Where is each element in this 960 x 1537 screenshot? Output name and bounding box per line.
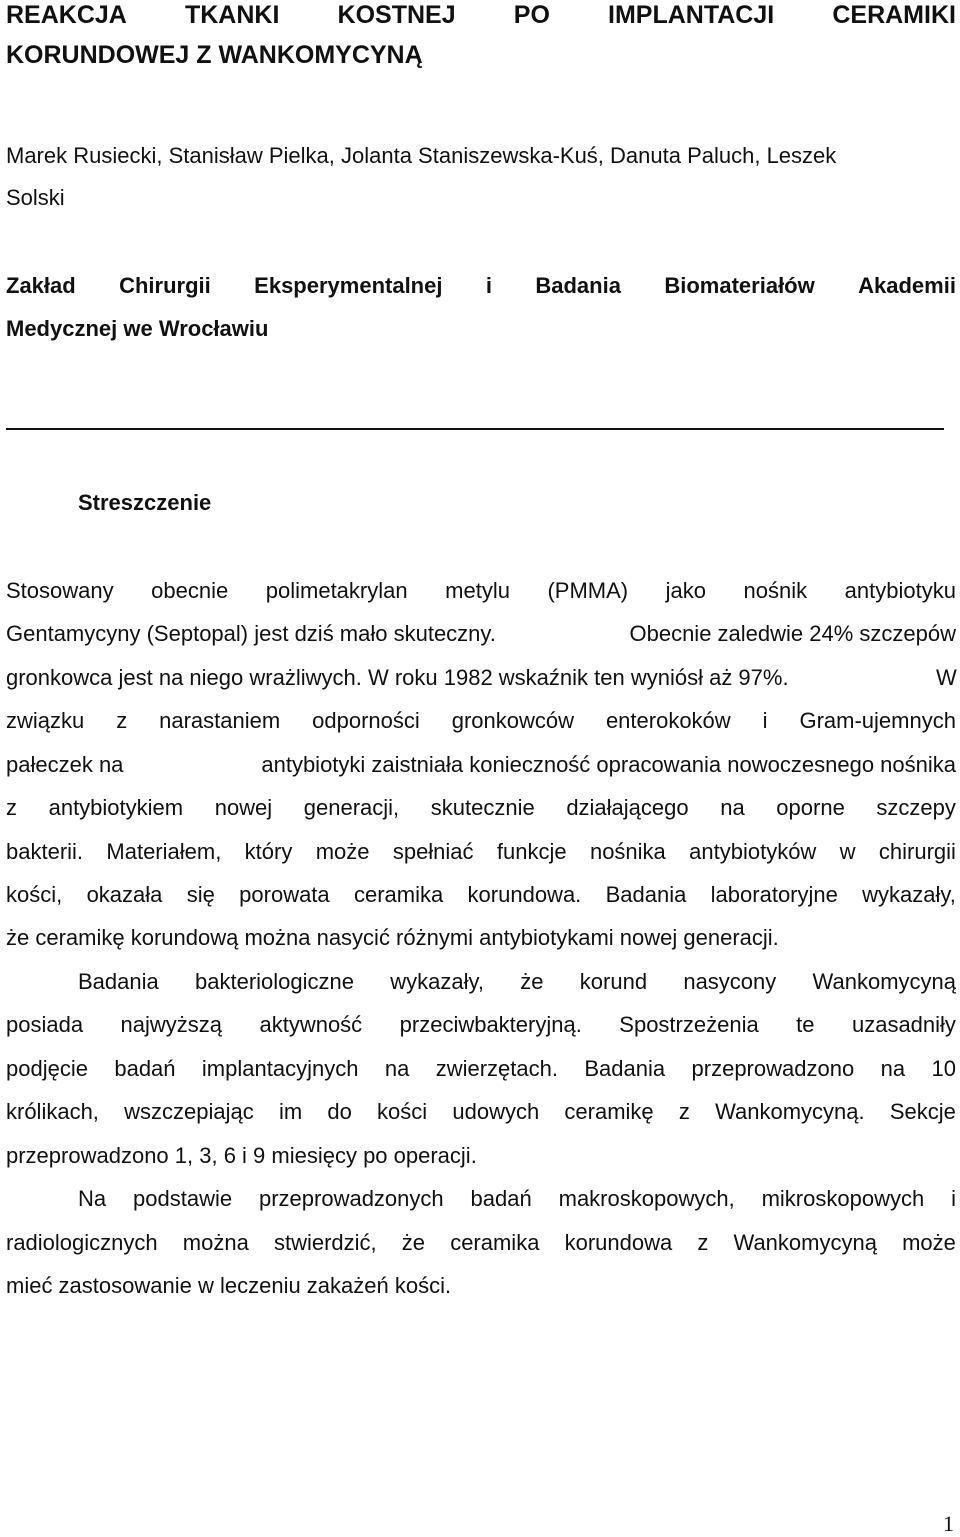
text-segment: Eksperymentalnej bbox=[254, 273, 443, 298]
text-segment: ceramika bbox=[450, 1230, 540, 1255]
text-segment: Na bbox=[78, 1186, 107, 1211]
text-segment: badań bbox=[470, 1186, 532, 1211]
text-segment: Obecnie zaledwie 24% szczepów bbox=[629, 621, 956, 646]
text-segment: bakterii. bbox=[6, 839, 84, 864]
text-segment: nośnika bbox=[589, 839, 666, 864]
text-segment: można bbox=[182, 1230, 249, 1255]
paragraph1-line bbox=[6, 578, 956, 604]
text-segment: radiologicznych bbox=[6, 1230, 158, 1255]
text-segment: pałeczek na bbox=[6, 752, 124, 777]
paragraph2-line bbox=[6, 1012, 956, 1038]
text-segment: CERAMIKI bbox=[832, 1, 956, 29]
text-segment: Badania bbox=[605, 882, 687, 907]
text-segment: Badania bbox=[584, 1056, 666, 1081]
paragraph2-line bbox=[6, 1143, 956, 1169]
text-segment: KOSTNEJ bbox=[337, 1, 456, 29]
text-segment: ceramika bbox=[353, 882, 444, 907]
text-segment: że bbox=[520, 969, 544, 994]
text-segment: im bbox=[278, 1099, 303, 1124]
text-segment: na bbox=[880, 1056, 906, 1081]
text-segment: metylu bbox=[445, 578, 510, 603]
paragraph1-line bbox=[936, 665, 957, 691]
text-segment: TKANKI bbox=[184, 1, 280, 29]
paragraph1-line bbox=[6, 708, 956, 734]
text-segment: obecnie bbox=[151, 578, 229, 603]
text-segment: implantacyjnych bbox=[201, 1056, 359, 1081]
text-segment: z bbox=[697, 1230, 709, 1255]
text-segment: przeciwbakteryjną. bbox=[399, 1012, 582, 1037]
page-number: 1 bbox=[943, 1511, 954, 1536]
text-segment: wszczepiając bbox=[124, 1099, 254, 1124]
paragraph2-line bbox=[6, 1056, 956, 1082]
text-segment: z bbox=[116, 708, 128, 733]
text-segment: z bbox=[678, 1099, 690, 1124]
text-segment: narastaniem bbox=[159, 708, 281, 733]
text-segment: z bbox=[6, 795, 17, 820]
text-segment: okazała bbox=[86, 882, 163, 907]
text-segment: Wankomycyną bbox=[733, 1230, 877, 1255]
paragraph1-line bbox=[6, 839, 956, 865]
text-segment: antybiotyki zaistniała konieczność opracowania nowoczesnego nośnika bbox=[261, 752, 956, 777]
paragraph1-line bbox=[6, 882, 956, 908]
text-segment: się bbox=[186, 882, 215, 907]
text-segment: polimetakrylan bbox=[265, 578, 408, 603]
text-segment: antybiotyków bbox=[689, 839, 817, 864]
text-segment: (PMMA) bbox=[547, 578, 629, 603]
text-segment: kości bbox=[377, 1099, 428, 1124]
text-segment: na bbox=[720, 795, 745, 820]
text-segment: Sekcje bbox=[889, 1099, 956, 1124]
text-segment: skutecznie bbox=[430, 795, 535, 820]
text-segment: Biomateriałów bbox=[664, 273, 815, 298]
paragraph1-line bbox=[6, 665, 789, 691]
text-segment: przeprowadzono bbox=[691, 1056, 855, 1081]
text-segment: gronkowca jest na niego wrażliwych. W roku 1982 wskaźnik ten wyniósł aż 97%. bbox=[6, 665, 789, 690]
text-segment: w bbox=[839, 839, 856, 864]
text-segment: makroskopowych, bbox=[558, 1186, 735, 1211]
text-segment: na bbox=[384, 1056, 410, 1081]
text-segment: i bbox=[762, 708, 768, 733]
text-segment: Chirurgii bbox=[119, 273, 211, 298]
text-segment: udowych bbox=[452, 1099, 540, 1124]
text-segment: odporności bbox=[312, 708, 420, 733]
text-segment: aktywność bbox=[259, 1012, 363, 1037]
text-segment: PO bbox=[513, 1, 550, 29]
text-segment: W bbox=[936, 665, 957, 690]
text-segment: przeprowadzonych bbox=[258, 1186, 444, 1211]
text-segment: najwyższą bbox=[120, 1012, 223, 1037]
paragraph3-line bbox=[78, 1186, 956, 1212]
text-segment: laboratoryjne bbox=[710, 882, 838, 907]
paragraph1-line bbox=[6, 795, 956, 821]
text-segment: korundowa bbox=[564, 1230, 673, 1255]
text-segment: zwierzętach. bbox=[435, 1056, 558, 1081]
text-segment: generacji, bbox=[303, 795, 400, 820]
text-segment: podstawie bbox=[133, 1186, 233, 1211]
text-segment: korund bbox=[579, 969, 648, 994]
text-segment: 10 bbox=[931, 1056, 956, 1081]
text-segment: mikroskopowych bbox=[761, 1186, 925, 1211]
text-segment: który bbox=[244, 839, 293, 864]
text-segment: spełniać bbox=[392, 839, 474, 864]
text-segment: może bbox=[902, 1230, 956, 1255]
text-segment: chirurgii bbox=[878, 839, 956, 864]
text-segment: i bbox=[485, 273, 492, 298]
text-segment: posiada bbox=[6, 1012, 84, 1037]
authors-line-2: Solski bbox=[6, 185, 65, 210]
text-segment: antybiotykiem bbox=[48, 795, 184, 820]
paragraph3-line bbox=[6, 1273, 956, 1299]
text-segment: działającego bbox=[566, 795, 689, 820]
text-segment: może bbox=[315, 839, 370, 864]
text-segment: wykazały, bbox=[862, 882, 956, 907]
text-segment: REAKCJA bbox=[6, 1, 127, 29]
text-segment: Materiałem, bbox=[106, 839, 222, 864]
text-segment: Spostrzeżenia bbox=[619, 1012, 759, 1037]
paragraph3-line bbox=[6, 1230, 956, 1256]
text-segment: te bbox=[796, 1012, 815, 1037]
paragraph1-line bbox=[6, 752, 956, 778]
text-segment: że bbox=[401, 1230, 426, 1255]
text-segment: nowej bbox=[214, 795, 273, 820]
text-segment: przeprowadzono 1, 3, 6 i 9 miesięcy po operacji. bbox=[6, 1143, 477, 1168]
affiliation-line-2: Medycznej we Wrocławiu bbox=[6, 316, 269, 341]
text-segment: jako bbox=[665, 578, 707, 603]
text-segment: uzasadniły bbox=[851, 1012, 956, 1037]
text-segment: badań bbox=[114, 1056, 176, 1081]
text-segment: nośnik bbox=[743, 578, 808, 603]
text-segment: enterokoków bbox=[605, 708, 731, 733]
authors-line-1: Marek Rusiecki, Stanisław Pielka, Jolanta Staniszewska-Kuś, Danuta Paluch, Leszek bbox=[6, 143, 837, 168]
text-segment: stwierdzić, bbox=[273, 1230, 377, 1255]
text-segment: bakteriologiczne bbox=[195, 969, 354, 994]
text-segment: Gentamycyny (Septopal) jest dziś mało skuteczny. bbox=[6, 621, 496, 646]
text-segment: gronkowców bbox=[451, 708, 574, 733]
text-segment: Stosowany bbox=[6, 578, 114, 603]
title-line-2: KORUNDOWEJ Z WANKOMYCYNĄ bbox=[6, 41, 423, 69]
paragraph1-line bbox=[6, 621, 956, 647]
paragraph2-line bbox=[78, 969, 956, 995]
affiliation-line-1 bbox=[6, 273, 956, 299]
text-segment: podjęcie bbox=[6, 1056, 88, 1081]
paragraph1-line bbox=[6, 925, 956, 951]
text-segment: porowata bbox=[239, 882, 330, 907]
section-heading: Streszczenie bbox=[78, 490, 212, 515]
text-segment: królikach, bbox=[6, 1099, 99, 1124]
text-segment: IMPLANTACJI bbox=[608, 1, 775, 29]
text-segment: Badania bbox=[535, 273, 621, 298]
text-segment: szczepy bbox=[876, 795, 956, 820]
text-segment: antybiotyku bbox=[844, 578, 956, 603]
text-segment: oporne bbox=[776, 795, 845, 820]
text-segment: i bbox=[951, 1186, 956, 1211]
text-segment: Wankomycyną bbox=[812, 969, 956, 994]
text-segment: Badania bbox=[78, 969, 159, 994]
text-segment: Gram-ujemnych bbox=[799, 708, 956, 733]
text-segment: wykazały, bbox=[390, 969, 484, 994]
text-segment: Akademii bbox=[858, 273, 956, 298]
text-segment: funkcje bbox=[496, 839, 567, 864]
text-segment: kości, bbox=[6, 882, 63, 907]
title-line-1 bbox=[6, 0, 956, 30]
paragraph2-line bbox=[6, 1099, 956, 1125]
text-segment: Zakład bbox=[6, 273, 76, 298]
text-segment: związku bbox=[6, 708, 85, 733]
text-segment: do bbox=[327, 1099, 352, 1124]
text-segment: że ceramikę korundową można nasycić różnymi antybiotykami nowej generacji. bbox=[6, 925, 779, 950]
text-segment: ceramikę bbox=[564, 1099, 654, 1124]
text-segment: korundowa. bbox=[467, 882, 582, 907]
text-segment: mieć zastosowanie w leczeniu zakażeń kości. bbox=[6, 1273, 452, 1298]
separator-rule bbox=[6, 428, 944, 430]
text-segment: Wankomycyną. bbox=[715, 1099, 865, 1124]
text-segment: nasycony bbox=[683, 969, 777, 994]
